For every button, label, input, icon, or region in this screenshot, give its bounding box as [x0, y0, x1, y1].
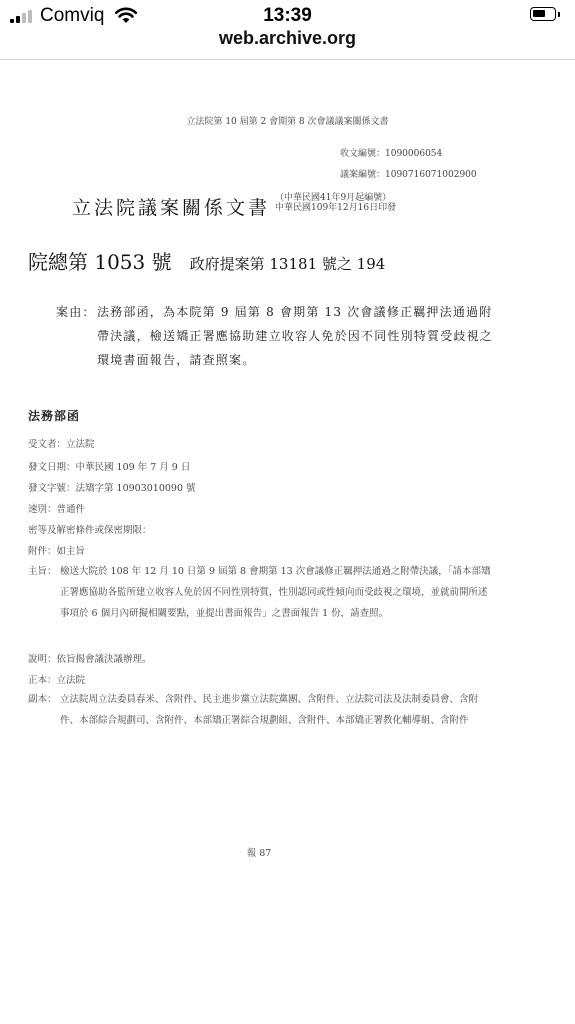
gist-text: 檢送大院於 108 年 12 月 10 日第 9 屆第 8 會期第 13 次會議修正羈押法通過之附帶決議，「請本部矯正署應協助各監所建立收容人免於因不同性別特質，性別認同或性傾向而受歧視之環境，並就前開所述事項於 6 個月內研擬相關要點，並提出書面報告」之書面報告 1 份，請查照。 — [60, 566, 491, 619]
bill-number: 議案編號：1090716071002900 — [340, 170, 477, 180]
status-time: 13:39 — [263, 5, 312, 26]
carrier-name: Comviq — [40, 5, 105, 26]
speed-class: 速別：普通件 — [28, 504, 86, 515]
subject-block — [56, 300, 496, 372]
secrecy-level: 密等及解密條件或保密期限： — [28, 525, 152, 536]
copy-block — [28, 689, 493, 731]
document-number: 院總第 1053 號 — [28, 250, 172, 274]
print-note — [275, 193, 396, 213]
copy-label: 副本： — [28, 694, 57, 705]
address-bar[interactable]: web.archive.org — [218, 28, 357, 48]
receipt-number: 收文編號：1090006054 — [340, 149, 443, 159]
document-page — [0, 60, 575, 1024]
issue-date: 發文日期：中華民國 109 年 7 月 9 日 — [28, 462, 191, 473]
print-date: 中華民國109年12月16日印發 — [275, 203, 397, 213]
attachment: 附件：如主旨 — [28, 546, 86, 557]
session-header: 立法院第 10 屆第 2 會期第 8 次會議議案關係文書 — [186, 117, 389, 127]
section-title: 法務部函 — [28, 409, 81, 423]
document-number-line — [28, 246, 385, 275]
original-recipient: 正本：立法院 — [28, 675, 86, 686]
numbering-note: （中華民國41年9月起編號） — [275, 193, 392, 203]
document-title: 立法院議案關係文書 — [72, 197, 271, 219]
status-bar — [0, 0, 575, 30]
issue-number: 發文字號：法矯字第 10903010090 號 — [28, 483, 196, 494]
page-number: 報 87 — [246, 848, 272, 859]
proposal-number: 政府提案第 13181 號之 194 — [189, 255, 386, 273]
gist-label: 主旨： — [28, 566, 57, 577]
recipient: 受文者：立法院 — [28, 439, 95, 450]
copy-text: 立法院周立法委員春米、含附件、民主進步黨立法院黨團、含附件、立法院司法及法制委員會、含附件、本部綜合規劃司、含附件、本部矯正署綜合規劃組、含附件、本部矯正署教化輔導組、含附件 — [60, 694, 479, 726]
explanation: 說明：依旨揭會議決議辦理。 — [28, 654, 152, 665]
battery-level — [533, 10, 545, 17]
subject-label: 案由： — [56, 305, 96, 319]
subject-text: 法務部函，為本院第 9 屆第 8 會期第 13 次會議修正羈押法通過附帶決議，檢送矯正署應協助建立收容人免於因不同性別特質受歧視之環境書面報告，請查照案。 — [97, 305, 494, 367]
battery-icon — [530, 7, 556, 21]
gist-block — [28, 561, 493, 624]
